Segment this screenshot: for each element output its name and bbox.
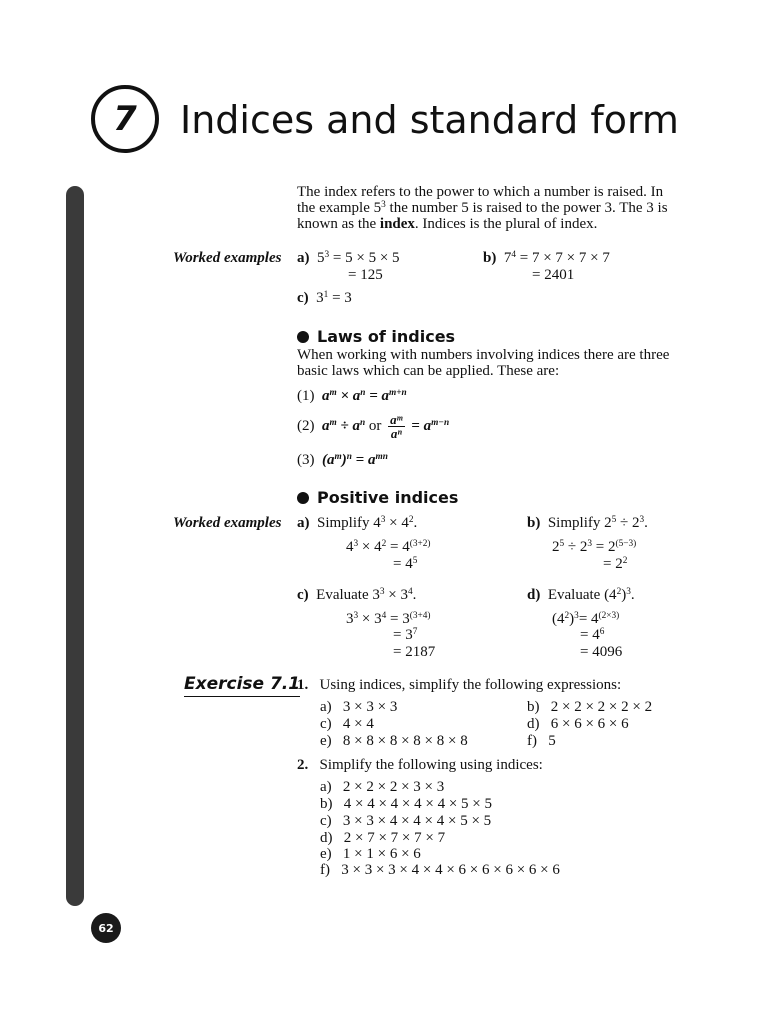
exercise-q1-f: f) 5 (527, 733, 556, 749)
exercise-q2-a: a) 2 × 2 × 2 × 3 × 3 (320, 779, 445, 795)
positive-example-c-result: = 2187 (393, 644, 436, 660)
intro-line: the example $5^3$ the number 5 is raised to the power 3. The 3 is (297, 199, 668, 216)
exercise-q2-c: c) 3 × 3 × 4 × 4 × 4 × 5 × 5 (320, 813, 492, 829)
exercise-q1-d: d) 6 × 6 × 6 × 6 (527, 716, 629, 732)
index-term: index (379, 216, 415, 232)
chapter-number: 7 (113, 99, 137, 139)
example-a-result: = 125 (348, 267, 383, 283)
worked-examples-label: Worked examples (173, 515, 282, 531)
positive-example-c-work: $3^3 \times 3^4 = 3^{(3+4)}$ (346, 610, 431, 627)
exercise-q2-e: e) 1 × 1 × 6 × 6 (320, 846, 421, 862)
exercise-q2-f: f) 3 × 3 × 3 × 4 × 4 × 6 × 6 × 6 × 6 × 6 (320, 862, 560, 878)
exercise-label: Exercise 7.1 (184, 674, 300, 697)
positive-example-d-work: $(4^2)^3= 4^{(2\times 3)}$ (552, 610, 620, 627)
margin-bar (66, 186, 84, 906)
positive-indices-heading: Positive indices (297, 488, 458, 507)
law-3: (3) $(a^m)^n = a^{mn}$ (297, 451, 388, 468)
chapter-number-badge (91, 85, 159, 153)
exercise-q1-a: a) 3 × 3 × 3 (320, 699, 398, 715)
positive-example-b-work: $2^5 \div 2^3 = 2^{(5-3)}$ (552, 538, 637, 555)
bullet-icon (297, 331, 309, 343)
worked-examples-label: Worked examples (173, 250, 282, 266)
chapter-title: Indices and standard form (180, 98, 679, 142)
laws-heading: Laws of indices (297, 327, 455, 346)
exercise-q1: 1. Using indices, simplify the following expressions: (297, 677, 622, 693)
example-c: c) $3^1 = 3$ (297, 289, 352, 306)
laws-intro: When working with numbers involving indices there are three basic laws which can be applied. These are: (297, 347, 670, 379)
positive-example-b-question: b) Simplify $2^5 \div 2^3$. (527, 514, 648, 531)
example-b-result: = 2401 (532, 267, 575, 283)
intro-paragraph (297, 184, 687, 232)
positive-example-a-question: a) Simplify $4^3 \times 4^2$. (297, 514, 418, 531)
example-a: a) $5^3 = 5 \times 5 \times 5$ (297, 249, 400, 266)
positive-example-a-work: $4^3 \times 4^2 = 4^{(3+2)}$ (346, 538, 431, 555)
law-2: (2) $a^m \div a^n$ or $\frac{\text{aᵐ}}{\text{aⁿ}}$ = $a^{m-n}$ (297, 412, 450, 441)
exercise-q1-c: c) 4 × 4 (320, 716, 374, 732)
positive-example-c-step: = $3^7$ (393, 626, 418, 643)
exercise-q2-b: b) 4 × 4 × 4 × 4 × 4 × 5 × 5 (320, 796, 493, 812)
law-1: (1) $a^m \times a^n = a^{m+n}$ (297, 387, 407, 404)
exercise-q2-d: d) 2 × 7 × 7 × 7 × 7 (320, 830, 446, 846)
positive-example-a-result: = $4^5$ (393, 555, 418, 572)
bullet-icon (297, 492, 309, 504)
exercise-q2: 2. Simplify the following using indices: (297, 757, 543, 773)
intro-line: The index refers to the power to which a number is raised. In (297, 184, 664, 200)
exercise-q1-b: b) 2 × 2 × 2 × 2 × 2 (527, 699, 653, 715)
positive-example-d-result: = 4096 (580, 644, 623, 660)
positive-example-d-question: d) Evaluate $(4^2)^3$. (527, 586, 635, 603)
page-number: 62 (91, 913, 121, 943)
positive-example-d-step: = $4^6$ (580, 626, 605, 643)
exercise-q1-e: e) 8 × 8 × 8 × 8 × 8 × 8 (320, 733, 468, 749)
positive-example-c-question: c) Evaluate $3^3 \times 3^4$. (297, 586, 417, 603)
positive-example-b-result: = $2^2$ (603, 555, 628, 572)
intro-line: known as the index. Indices is the plural of index. (297, 216, 598, 232)
law-2-fraction: $\frac{\text{aᵐ}}{\text{aⁿ}}$ (390, 412, 403, 441)
example-b: b) $7^4 = 7 \times 7 \times 7 \times 7$ (483, 249, 610, 266)
